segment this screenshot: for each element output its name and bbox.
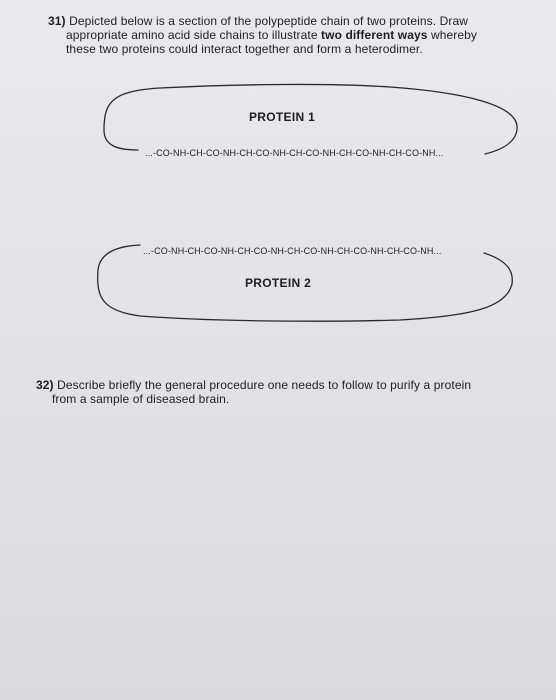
question-32 xyxy=(36,378,548,406)
question-32-number: 32) xyxy=(36,378,54,392)
question-32-text-1: Describe briefly the general procedure one needs to follow to purify a protein xyxy=(57,378,472,392)
protein-1-label: PROTEIN 1 xyxy=(249,110,316,124)
question-31-line-2 xyxy=(48,28,546,42)
question-31-text-2a: appropriate amino acid side chains to illustrate xyxy=(66,28,318,42)
question-31-line-1 xyxy=(48,14,546,28)
question-31-text-2-bold: two different ways xyxy=(321,28,428,42)
protein-2-label: PROTEIN 2 xyxy=(245,276,312,290)
question-32-line-1 xyxy=(36,378,548,392)
question-32-line-2: from a sample of diseased brain. xyxy=(52,392,230,406)
question-31-line-3: these two proteins could interact together and form a heterodimer. xyxy=(66,42,423,56)
protein-1-chain: ...-CO-NH-CH-CO-NH-CH-CO-NH-CH-CO-NH-CH-CO-NH-CH-CO-NH... xyxy=(145,148,444,158)
question-31-text-2b: whereby xyxy=(430,28,478,42)
question-31 xyxy=(48,14,546,56)
question-31-number: 31) xyxy=(48,14,66,28)
protein-2-chain: ...-CO-NH-CH-CO-NH-CH-CO-NH-CH-CO-NH-CH-CO-NH-CH-CO-NH... xyxy=(143,246,442,256)
question-31-text-1: Depicted below is a section of the polypeptide chain of two proteins. Draw xyxy=(69,14,469,28)
